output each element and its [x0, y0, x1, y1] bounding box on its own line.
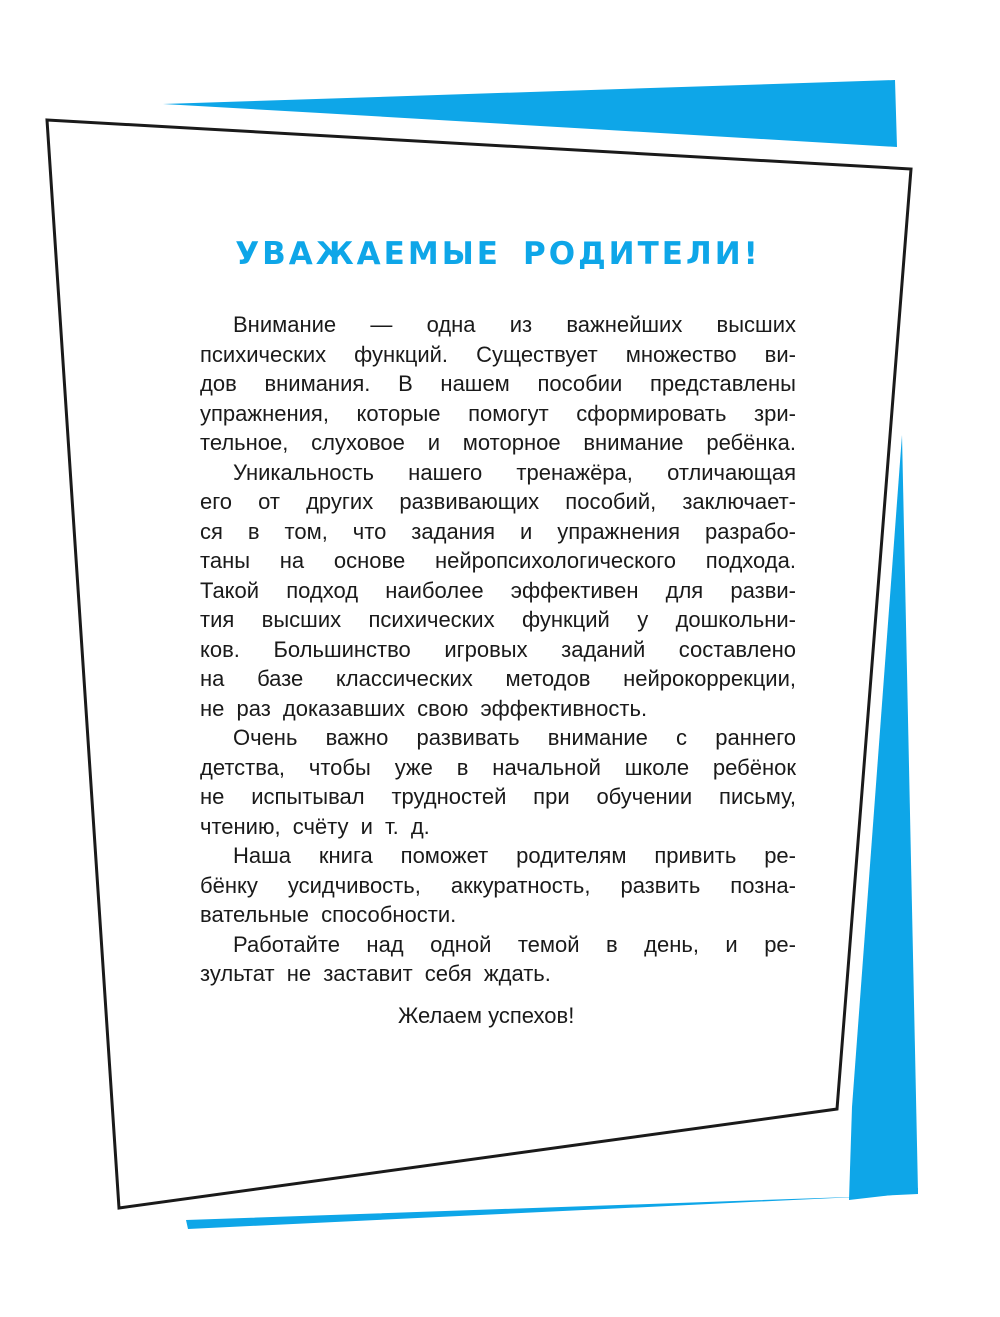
paragraph-line: Очень важно развивать внимание с раннего	[233, 725, 796, 750]
paragraph-line: тельное, слуховое и моторное внимание ребёнка.	[200, 430, 796, 455]
paragraph-line: вательные способности.	[200, 902, 457, 927]
bottom-blue-strip	[186, 1188, 918, 1229]
paragraph-line: его от других развивающих пособий, заключает-	[200, 489, 796, 514]
title-word-1: УВАЖАЕМЫЕ	[235, 236, 501, 272]
paragraph-line: упражнения, которые помогут сформировать зри-	[200, 400, 796, 426]
paragraph-line: психических функций. Существует множество ви-	[200, 341, 796, 367]
letter-content	[200, 236, 796, 1029]
paragraph-line: ся в том, что задания и упражнения разрабо-	[200, 518, 796, 544]
paragraph-line: не раз доказавших свою эффективность.	[200, 695, 648, 721]
page-title	[200, 236, 796, 272]
paragraph-3	[200, 723, 796, 841]
paragraph-5	[200, 930, 796, 989]
paragraph-line: Уникальность нашего тренажёра, отличающая	[233, 459, 796, 485]
title-word-2: РОДИТЕЛИ!	[523, 236, 761, 272]
paragraph-line: зультат не заставит себя ждать.	[200, 961, 551, 986]
paragraph-line: дов внимания. В нашем пособии представлены	[200, 371, 796, 396]
paragraph-line: не испытывал трудностей при обучении письму,	[200, 784, 796, 809]
paragraph-line: на базе классических методов нейрокоррекции,	[200, 666, 796, 691]
paragraph-4	[200, 841, 796, 930]
paragraph-line: детства, чтобы уже в начальной школе ребёнок	[200, 754, 796, 780]
paragraph-line: тия высших психических функций у дошкольни-	[200, 607, 796, 632]
paragraph-line: бёнку усидчивость, аккуратность, развить позна-	[200, 872, 796, 898]
paragraph-line: таны на основе нейропсихологического подхода.	[200, 548, 796, 573]
paragraph-line: чтению, счёту и т. д.	[200, 813, 430, 839]
paragraph-1	[200, 310, 796, 458]
paragraph-line: ков. Большинство игровых заданий составлено	[200, 636, 796, 662]
signoff: Желаем успехов!	[398, 1002, 575, 1028]
paragraph-line: Работайте над одной темой в день, и ре-	[233, 931, 796, 957]
paragraph-line: Наша книга поможет родителям привить ре-	[233, 843, 796, 868]
paragraph-line: Такой подход наиболее эффективен для разви-	[200, 577, 796, 603]
paragraph-2	[200, 458, 796, 724]
paragraph-line: Внимание — одна из важнейших высших	[233, 312, 796, 337]
